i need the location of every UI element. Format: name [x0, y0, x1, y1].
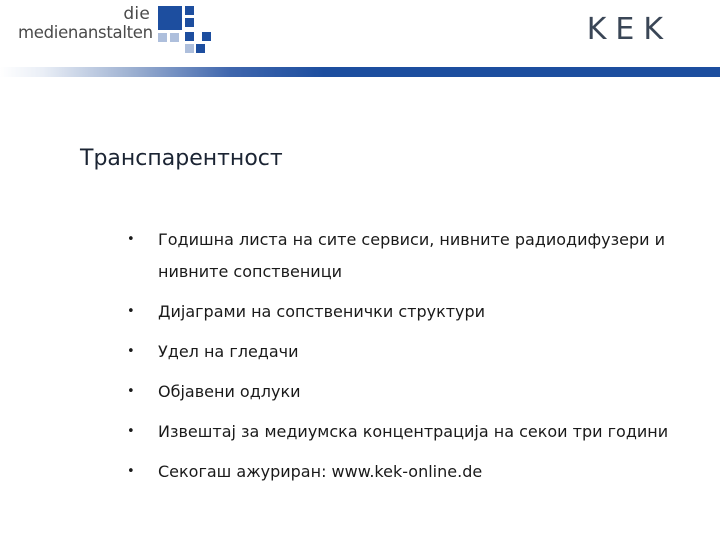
bullet-list	[127, 224, 697, 496]
bullet-text: Секогаш ажуриран: www.kek-online.de	[158, 462, 483, 481]
bullet-text: Објавени одлуки	[158, 382, 301, 401]
bullet-dot-icon: •	[127, 344, 135, 359]
bullet-text: Годишна листа на сите сервиси, нивните радиодифузери и нивните сопственици	[158, 230, 666, 281]
bullet-item	[127, 336, 697, 368]
bullet-dot-icon: •	[127, 384, 135, 399]
header-divider-bar	[0, 67, 720, 77]
bullet-item	[127, 456, 697, 488]
bullet-text: Извештај за медиумска концентрација на секои три години	[158, 422, 669, 441]
bullet-item	[127, 416, 697, 448]
bullet-text: Удел на гледачи	[158, 342, 299, 361]
bullet-text: Дијаграми на сопственички структури	[158, 302, 486, 321]
bullet-item	[127, 224, 697, 288]
logo-line-medienanstalten: medienanstalten	[18, 23, 153, 42]
bullet-dot-icon: •	[127, 304, 135, 319]
bullet-dot-icon: •	[127, 232, 135, 247]
bullet-dot-icon: •	[127, 424, 135, 439]
slide-title: Транспарентност	[80, 146, 283, 171]
medienanstalten-logo-icon	[158, 6, 218, 56]
bullet-item	[127, 296, 697, 328]
bullet-dot-icon: •	[127, 464, 135, 479]
logo-wordmark	[18, 4, 153, 42]
logo-line-die: die	[123, 4, 150, 24]
kek-brand: KEK	[586, 12, 672, 47]
bullet-item	[127, 376, 697, 408]
